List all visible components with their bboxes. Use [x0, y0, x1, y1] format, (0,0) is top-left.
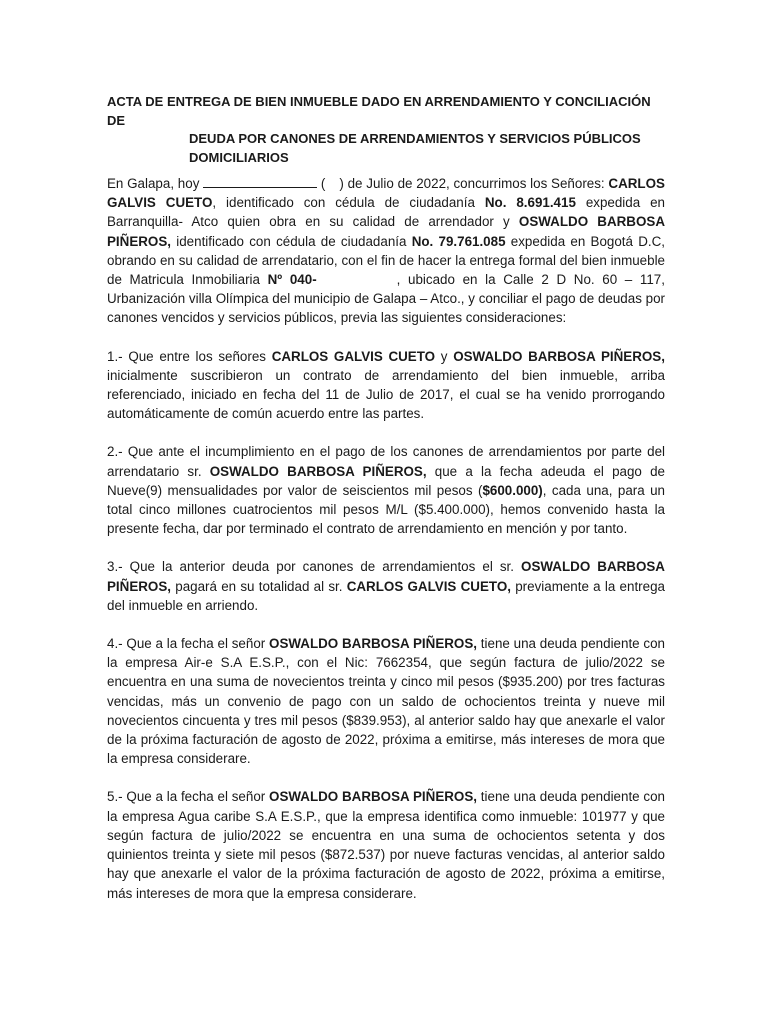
id-number: No. 79.761.085: [411, 233, 506, 249]
party-name: OSWALDO BARBOSA PIÑEROS,: [107, 559, 665, 594]
item-text: previamente a la entrega del inmueble en arriendo.: [107, 578, 665, 613]
consideration-3: [107, 557, 665, 615]
item-text: tiene una deuda pendiente con la empresa Air-e S.A E.S.P., con el Nic: 7662354, que según factura de julio/2022 se encuentra en una suma de novecientos treinta y cinco mil pesos ($935.200) por tres facturas vencidas, más un convenio de pago con un saldo de ochocientos treinta y nueve mil novecientos cincuenta y tres mil pesos ($839.953), al anterior saldo hay que anexarle el valor de la próxima facturación de agosto de 2022, próxima a emitirse, más intereses de mora que la empresa considerare.: [107, 636, 665, 767]
intro-text: expedida en Bogotá D.C, obrando en su calidad de arrendatario, con el fin de hacer la entrega formal del bien inmueble de Matricula Inmobiliaria: [107, 233, 665, 288]
intro-text: , identificado con cédula de ciudadanía: [212, 195, 475, 211]
party-name: CARLOS GALVIS CUETO: [107, 176, 665, 211]
item-text: que a la fecha adeuda el pago de Nueve(9) mensualidades por valor de seiscientos mil pesos (: [107, 463, 665, 498]
item-text: y: [440, 348, 448, 364]
item-text: tiene una deuda pendiente con la empresa Agua caribe S.A E.S.P., que la empresa identifica como inmueble: 101977 y que según factura de julio/2022 se encuentra en una suma de ochocientos setenta y dos quinientos treinta y siete mil pesos ($872.537) por nueve facturas vencidas, al anterior saldo hay que anexarle el valor de la próxima facturación de agosto de 2022, próxima a emitirse, más intereses de mora que la empresa considerare.: [107, 789, 665, 901]
document-title: [107, 93, 667, 167]
document-body: [107, 174, 665, 922]
title-line-2: DEUDA POR CANONES DE ARRENDAMIENTOS Y SERVICIOS PÚBLICOS: [189, 131, 641, 146]
item-text: pagará en su totalidad al sr.: [175, 578, 343, 594]
item-text: , cada una, para un total cinco millones cuatrocientos mil pesos M/L ($5.400.000), hemos convenido hasta la presente fecha, dar por terminado el contrato de arrendamiento en mención y por tanto.: [107, 482, 666, 537]
title-line-3: DOMICILIARIOS: [189, 149, 289, 165]
item-text: 2.- Que ante el incumplimiento en el pago de los canones de arrendamientos por parte del arrendatario sr.: [107, 444, 665, 479]
consideration-2: [107, 442, 665, 538]
intro-text: , ubicado en la Calle 2 D No. 60 – 117, Urbanización villa Olímpica del municipio de Galapa – Atco., y conciliar el pago de deudas por canones vencidos y servicios públicos, previa las siguientes consideraciones:: [107, 272, 665, 326]
registration-number: Nº 040-: [267, 272, 317, 288]
party-name: OSWALDO BARBOSA PIÑEROS,: [209, 463, 427, 479]
party-name: OSWALDO BARBOSA PIÑEROS,: [453, 348, 665, 364]
id-number: No. 8.691.415: [484, 195, 576, 211]
item-text: inicialmente suscribieron un contrato de arrendamiento del bien inmueble, arriba referenciado, iniciado en fecha del 11 de Julio de 2017, el cual se ha venido prorrogando automáticamente de común acuerdo entre las partes.: [107, 367, 665, 422]
intro-text: ) de Julio de 2022, concurrimos los Señores:: [339, 176, 605, 191]
consideration-5: [107, 787, 665, 902]
intro-text: expedida en Barranquilla- Atco quien obra en su calidad de arrendador y: [107, 195, 665, 230]
party-name: OSWALDO BARBOSA PIÑEROS,: [269, 789, 477, 805]
item-text: 1.- Que entre los señores: [107, 348, 266, 364]
date-blank-line: [203, 175, 317, 188]
intro-paragraph: [107, 174, 665, 328]
intro-text: En Galapa, hoy: [107, 176, 200, 191]
item-text: 4.- Que a la fecha el señor: [107, 636, 266, 652]
amount: $600.000): [482, 482, 543, 498]
party-name: OSWALDO BARBOSA PIÑEROS,: [269, 636, 477, 652]
party-name: OSWALDO BARBOSA PIÑEROS,: [107, 214, 665, 249]
party-name: CARLOS GALVIS CUETO,: [346, 578, 511, 594]
party-name: CARLOS GALVIS CUETO: [271, 348, 436, 364]
item-text: 5.- Que a la fecha el señor: [107, 789, 266, 805]
consideration-4: [107, 634, 665, 768]
title-line-1: ACTA DE ENTREGA DE BIEN INMUEBLE DADO EN ARRENDAMIENTO Y CONCILIACIÓN DE: [107, 94, 651, 128]
intro-text: (: [320, 176, 326, 191]
intro-text: identificado con cédula de ciudadanía: [176, 233, 407, 249]
item-text: 3.- Que la anterior deuda por canones de arrendamientos el sr.: [107, 559, 514, 575]
consideration-1: [107, 347, 665, 424]
